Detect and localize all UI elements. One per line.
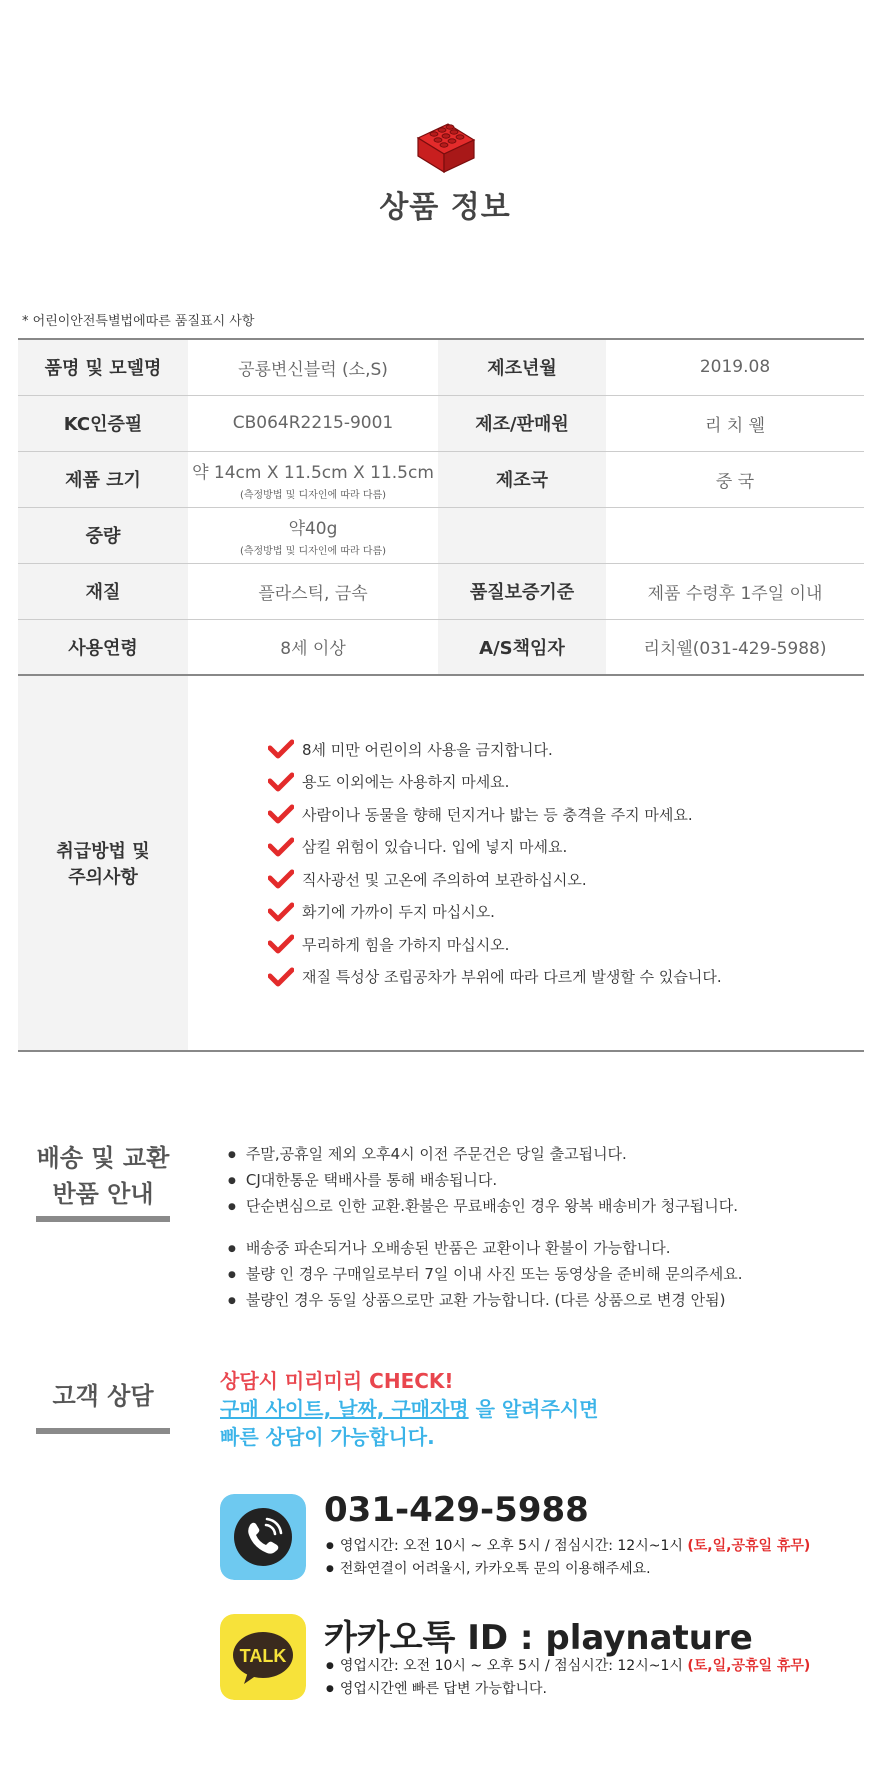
list-item: ● 단순변심으로 인한 교환.환불은 무료배송인 경우 왕복 배송비가 청구됩니다. <box>228 1193 738 1219</box>
phone-icon <box>220 1494 306 1580</box>
list-item <box>268 863 864 896</box>
shipping-list-2 <box>228 1235 743 1313</box>
row-label: A/S책임자 <box>438 619 606 675</box>
care-item-text: 사람이나 동물을 향해 던지거나 밟는 등 충격을 주지 마세요. <box>302 805 693 824</box>
care-item-text: 직사광선 및 고온에 주의하여 보관하십시오. <box>302 870 587 889</box>
phone-number: 031-429-5988 <box>324 1490 589 1530</box>
list-item: ● 영업시간엔 빠른 답변 가능합니다. <box>326 1678 810 1701</box>
care-list <box>188 733 864 993</box>
check-icon <box>268 739 294 759</box>
care-label <box>18 675 188 1051</box>
weight-note: (측정방법 및 디자인에 따라 다름) <box>239 545 387 557</box>
row-label: 제조국 <box>438 451 606 507</box>
check-icon <box>268 902 294 922</box>
phone-holiday: (토,일,공휴일 휴무) <box>687 1538 811 1554</box>
check-icon <box>268 934 294 954</box>
size-note: (측정방법 및 디자인에 따라 다름) <box>239 489 387 501</box>
list-item: ● CJ대한통운 택배사를 통해 배송됩니다. <box>228 1167 738 1193</box>
row-value: CB064R2215-9001 <box>188 395 438 451</box>
list-item <box>268 896 864 929</box>
check-line: 빠른 상담이 가능합니다. <box>220 1425 435 1449</box>
age-value: 8세 이상 <box>188 619 438 675</box>
table-row <box>18 339 864 395</box>
shipping-title-line: 반품 안내 <box>52 1180 154 1208</box>
row-label: 중량 <box>18 507 188 563</box>
row-label: 제조년월 <box>438 339 606 395</box>
kakao-talk-icon <box>220 1614 306 1700</box>
list-item: ● 배송중 파손되거나 오배송된 반품은 교환이나 환불이 가능합니다. <box>228 1235 743 1261</box>
row-label: 품질보증기준 <box>438 563 606 619</box>
row-value: 제품 수령후 1주일 이내 <box>606 563 864 619</box>
row-label: KC인증필 <box>18 395 188 451</box>
check-icon <box>268 804 294 824</box>
phone-hours: 영업시간: 오전 10시 ~ 오후 5시 / 점심시간: 12시~1시 <box>339 1538 688 1554</box>
kakao-info <box>326 1655 810 1701</box>
list-item: ● 불량인 경우 동일 상품으로만 교환 가능합니다. (다른 상품으로 변경 안됨) <box>228 1287 743 1313</box>
care-item-text: 무리하게 힘을 가하지 마십시오. <box>302 935 510 954</box>
row-label <box>438 507 606 563</box>
row-label: 재질 <box>18 563 188 619</box>
care-item-text: 화기에 가까이 두지 마십시오. <box>302 903 495 922</box>
size-value: 약 14cm X 11.5cm X 11.5cm <box>192 462 434 483</box>
row-label: 품명 및 모델명 <box>18 339 188 395</box>
list-item <box>268 831 864 864</box>
care-label-line: 주의사항 <box>68 867 138 888</box>
page-title: 상품 정보 <box>379 190 511 225</box>
row-label: 제품 크기 <box>18 451 188 507</box>
row-label: 제조/판매원 <box>438 395 606 451</box>
care-label-line: 취급방법 및 <box>56 841 150 862</box>
check-icon <box>268 869 294 889</box>
row-value: 리치웰(031-429-5988) <box>606 619 864 675</box>
list-item <box>268 928 864 961</box>
row-value: 플라스틱, 금속 <box>188 563 438 619</box>
care-item-text: 삼킬 위험이 있습니다. 입에 넣지 마세요. <box>302 838 568 857</box>
row-value: 공룡변신블럭 (소,S) <box>188 339 438 395</box>
kakao-holiday: (토,일,공휴일 휴무) <box>687 1658 811 1674</box>
kakao-id: 카카오톡 ID : playnature <box>324 1618 753 1658</box>
check-line-underlined: 구매 사이트, 날짜, 구매자명 <box>220 1397 469 1421</box>
row-value <box>606 507 864 563</box>
kakao-hours: 영업시간: 오전 10시 ~ 오후 5시 / 점심시간: 12시~1시 <box>339 1658 688 1674</box>
table-row <box>18 507 864 563</box>
list-item: ● 전화연결이 어려울시, 카카오톡 문의 이용해주세요. <box>326 1558 810 1581</box>
list-item <box>326 1535 810 1558</box>
check-icon <box>268 772 294 792</box>
shipping-title-bar <box>36 1216 170 1222</box>
care-item-text: 용도 이외에는 사용하지 마세요. <box>302 773 510 792</box>
list-item: ● 불량 인 경우 구매일로부터 7일 이내 사진 또는 동영상을 준비해 문의주세요. <box>228 1261 743 1287</box>
list-item <box>326 1655 810 1678</box>
safety-notice: * 어린이안전특별법에따른 품질표시 사항 <box>22 314 255 329</box>
table-row <box>18 451 864 507</box>
list-item <box>268 766 864 799</box>
row-value: 2019.08 <box>606 339 864 395</box>
weight-value: 약40g <box>288 518 338 539</box>
list-item <box>268 733 864 766</box>
consult-title-bar <box>36 1428 170 1434</box>
phone-info <box>326 1535 810 1581</box>
care-row <box>18 675 864 1051</box>
shipping-title <box>36 1140 170 1212</box>
check-icon <box>268 837 294 857</box>
row-value: 중 국 <box>606 451 864 507</box>
check-line: 상담시 미리미리 CHECK! <box>220 1369 454 1393</box>
care-content <box>188 675 864 1051</box>
care-item-text: 8세 미만 어린이의 사용을 금지합니다. <box>302 740 553 759</box>
list-item: ● 주말,공휴일 제외 오후4시 이전 주문건은 당일 출고됩니다. <box>228 1141 738 1167</box>
red-brick-icon <box>414 120 476 176</box>
check-line-rest: 을 알려주시면 <box>468 1397 599 1421</box>
row-value <box>188 451 438 507</box>
kakao-icon-label: TALK <box>239 1646 287 1666</box>
consult-check <box>220 1367 598 1451</box>
row-value: 리 치 웰 <box>606 395 864 451</box>
row-value <box>188 507 438 563</box>
table-row <box>18 563 864 619</box>
row-label: 사용연령 <box>18 619 188 675</box>
shipping-list-1 <box>228 1141 738 1219</box>
list-item <box>268 961 864 994</box>
page-header <box>0 120 890 226</box>
product-info-table <box>18 338 864 1052</box>
care-item-text: 재질 특성상 조립공차가 부위에 따라 다르게 발생할 수 있습니다. <box>302 968 722 987</box>
table-row <box>18 395 864 451</box>
table-row <box>18 619 864 675</box>
list-item <box>268 798 864 831</box>
consult-title: 고객 상담 <box>52 1382 154 1410</box>
check-line <box>220 1395 598 1423</box>
check-icon <box>268 967 294 987</box>
shipping-title-line: 배송 및 교환 <box>36 1144 170 1172</box>
